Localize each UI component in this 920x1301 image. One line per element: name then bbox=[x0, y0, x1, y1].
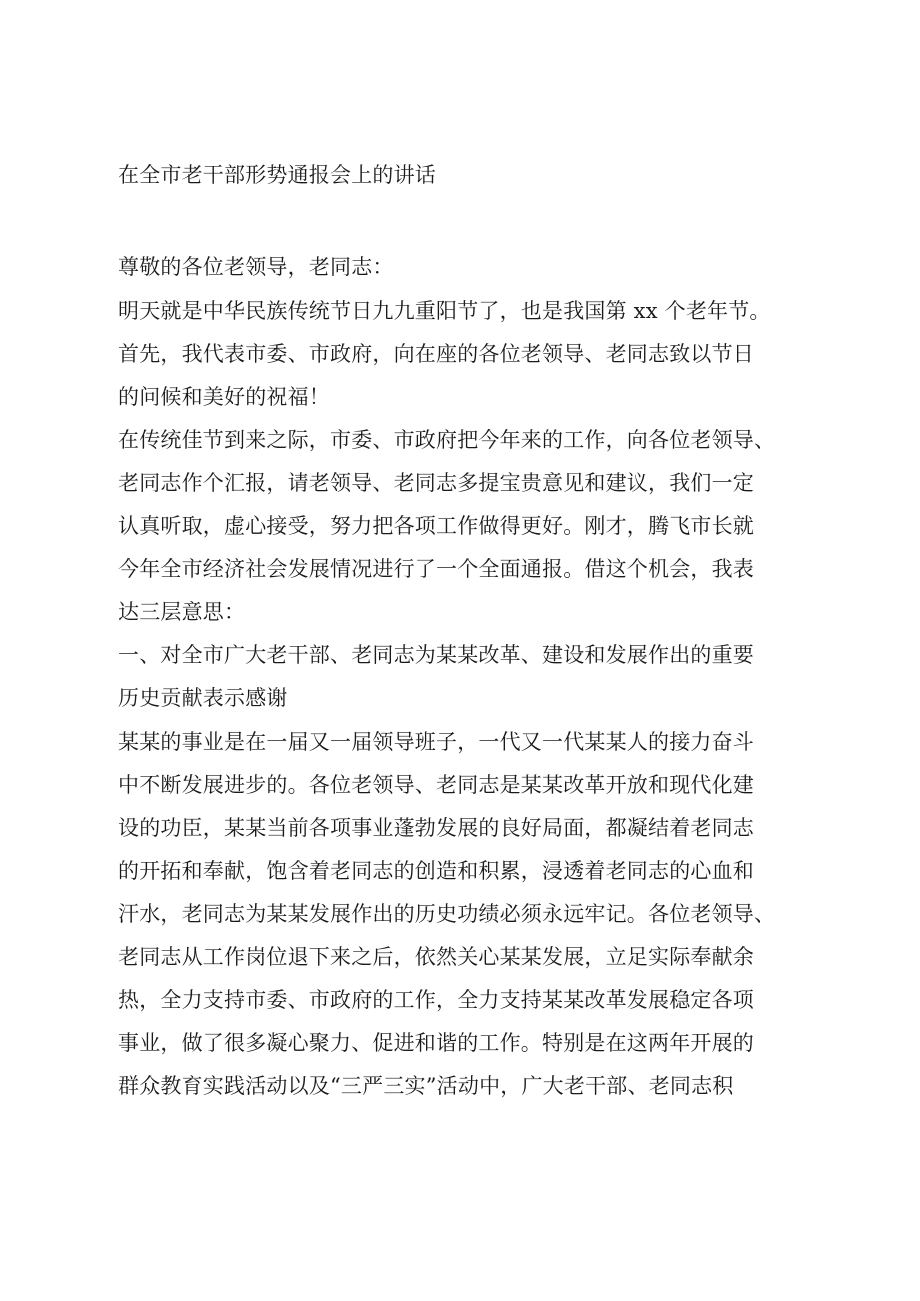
section-heading-line-2: 历史贡献表示感谢 bbox=[118, 686, 288, 710]
body-line-6: 认真听取，虚心接受，努力把各项工作做得更好。刚才，腾飞市长就 bbox=[118, 514, 754, 538]
body-line-13: 设的功臣，某某当前各项事业蓬勃发展的良好局面，都凝结着老同志 bbox=[118, 816, 754, 840]
body-line-17: 热，全力支持市委、市政府的工作，全力支持某某改革发展稳定各项 bbox=[118, 988, 754, 1012]
body-line-11: 某某的事业是在一届又一届领导班子，一代又一代某某人的接力奋斗 bbox=[118, 730, 754, 754]
body-line-16: 老同志从工作岗位退下来之后，依然关心某某发展，立足实际奉献余 bbox=[118, 945, 754, 969]
body-line-12: 中不断发展进步的。各位老领导、老同志是某某改革开放和现代化建 bbox=[118, 773, 754, 797]
body-line-8: 达三层意思： bbox=[118, 600, 246, 624]
body-line-3: 的问候和美好的祝福！ bbox=[118, 385, 330, 409]
section-heading-line-1: 一、对全市广大老干部、老同志为某某改革、建设和发展作出的重要 bbox=[118, 643, 754, 667]
body-line-19: 群众教育实践活动以及“三严三实”活动中，广大老干部、老同志积 bbox=[118, 1074, 734, 1098]
document-title: 在全市老干部形势通报会上的讲话 bbox=[118, 163, 436, 187]
body-line-15: 汗水，老同志为某某发展作出的历史功绩必须永远牢记。各位老领导、 bbox=[118, 902, 776, 926]
body-line-1: 明天就是中华民族传统节日九九重阳节了，也是我国第 xx 个老年节。 bbox=[118, 299, 771, 323]
body-line-14: 的开拓和奉献，饱含着老同志的创造和积累，浸透着老同志的心血和 bbox=[118, 859, 754, 883]
body-line-2: 首先，我代表市委、市政府，向在座的各位老领导、老同志致以节日 bbox=[118, 342, 754, 366]
body-line-18: 事业，做了很多凝心聚力、促进和谐的工作。特别是在这两年开展的 bbox=[118, 1031, 754, 1055]
body-line-4: 在传统佳节到来之际，市委、市政府把今年来的工作，向各位老领导、 bbox=[118, 428, 776, 452]
body-line-7: 今年全市经济社会发展情况进行了一个全面通报。借这个机会，我表 bbox=[118, 557, 754, 581]
salutation: 尊敬的各位老领导，老同志： bbox=[118, 255, 394, 279]
body-line-5: 老同志作个汇报，请老领导、老同志多提宝贵意见和建议，我们一定 bbox=[118, 471, 754, 495]
